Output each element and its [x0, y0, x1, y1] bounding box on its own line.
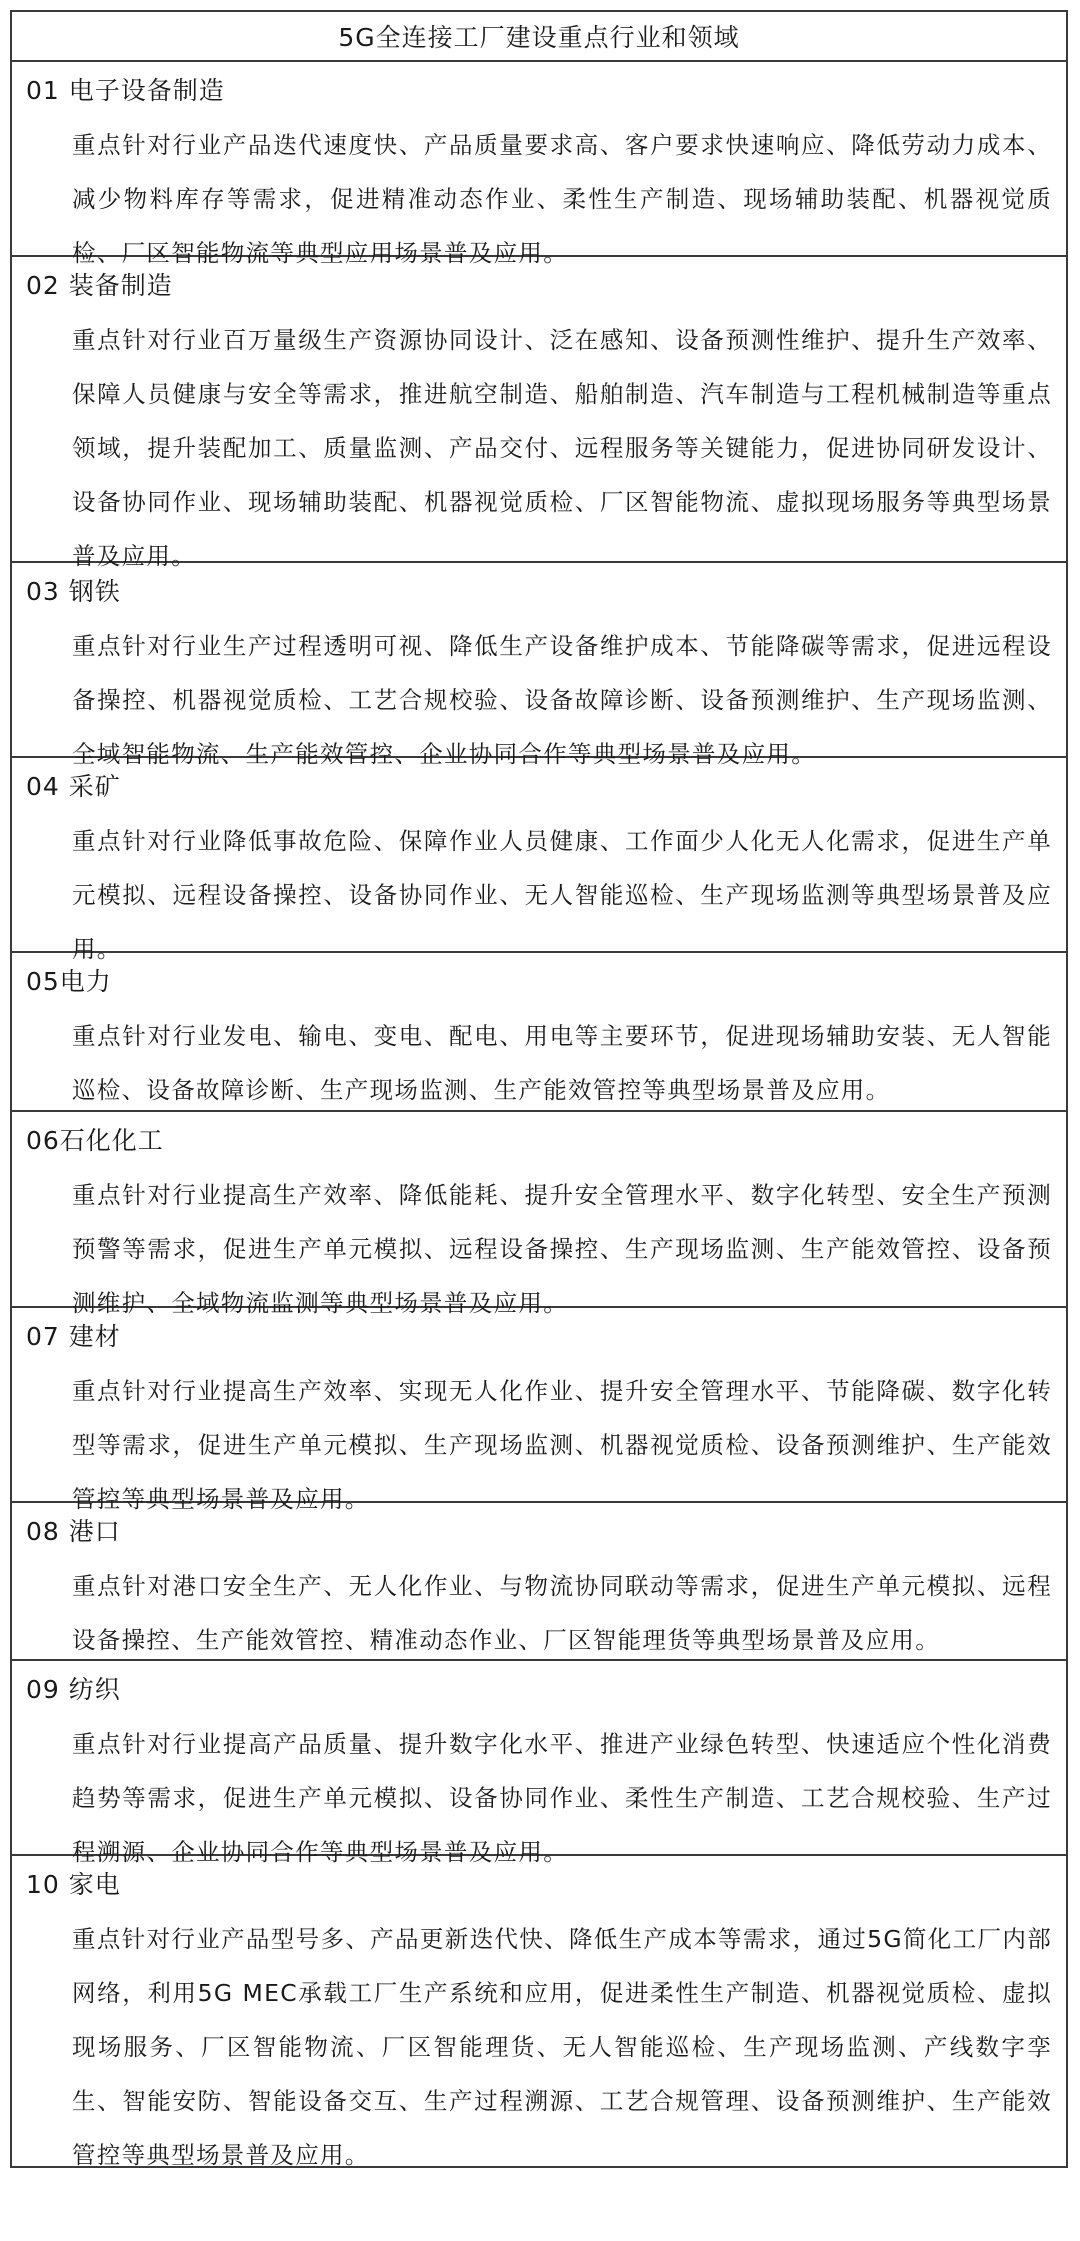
section-equipment: [12, 257, 1066, 570]
section-textile: [12, 1661, 1066, 1866]
section-body: 重点针对行业产品型号多、产品更新迭代快、降低生产成本等需求，通过5G简化工厂内部网络，利用5G MEC承载工厂生产系统和应用，促进柔性生产制造、机器视觉质检、虚拟现场服务、厂区智能物流、厂区智能理货、无人智能巡检、生产现场监测、产线数字孪生、智能安防、智能设备交互、生产过程溯源、工艺合规管理、设备预测维护、生产能效管控等典型场景普及应用。: [72, 1925, 1052, 2169]
section-body: 重点针对行业降低事故危险、保障作业人员健康、工作面少人化无人化需求，促进生产单元模拟、远程设备操控、设备协同作业、无人智能巡检、生产现场监测等典型场景普及应用。: [72, 827, 1052, 963]
section-heading: 05电力: [26, 967, 112, 996]
section-body: 重点针对行业提高生产效率、降低能耗、提升安全管理水平、数字化转型、安全生产预测预警等需求，促进生产单元模拟、远程设备操控、生产现场监测、生产能效管控、设备预测维护、全域物流监测等典型场景普及应用。: [72, 1181, 1052, 1317]
section-body: 重点针对行业提高生产效率、实现无人化作业、提升安全管理水平、节能降碳、数字化转型等需求，促进生产单元模拟、生产现场监测、机器视觉质检、设备预测维护、生产能效管控等典型场景普及应用。: [72, 1377, 1052, 1513]
section-heading: 04 采矿: [26, 772, 121, 801]
table-title: 5G全连接工厂建设重点行业和领域: [12, 12, 1066, 62]
section-body: 重点针对行业发电、输电、变电、配电、用电等主要环节，促进现场辅助安装、无人智能巡检、设备故障诊断、生产现场监测、生产能效管控等典型场景普及应用。: [72, 1022, 1052, 1104]
section-steel: [12, 563, 1066, 768]
section-port: [12, 1503, 1066, 1661]
section-power: [12, 953, 1066, 1112]
section-heading: 10 家电: [26, 1870, 121, 1899]
section-heading: 08 港口: [26, 1517, 121, 1546]
section-heading: 09 纺织: [26, 1675, 121, 1704]
section-heading: 03 钢铁: [26, 577, 121, 606]
section-body: 重点针对行业提高产品质量、提升数字化水平、推进产业绿色转型、快速适应个性化消费趋势等需求，促进生产单元模拟、设备协同作业、柔性生产制造、工艺合规校验、生产过程溯源、企业协同合作等典型场景普及应用。: [72, 1730, 1052, 1866]
section-mining: [12, 758, 1066, 963]
industry-table: [10, 10, 1068, 2168]
section-heading: 07 建材: [26, 1322, 121, 1351]
section-building-materials: [12, 1308, 1066, 1513]
section-heading: 01 电子设备制造: [26, 76, 225, 105]
section-body: 重点针对行业生产过程透明可视、降低生产设备维护成本、节能降碳等需求，促进远程设备操控、机器视觉质检、工艺合规校验、设备故障诊断、设备预测维护、生产现场监测、全域智能物流、生产能效管控、企业协同合作等典型场景普及应用。: [72, 632, 1052, 768]
section-heading: 06石化化工: [26, 1126, 164, 1155]
section-electronics: [12, 62, 1066, 267]
section-body: 重点针对港口安全生产、无人化作业、与物流协同联动等需求，促进生产单元模拟、远程设备操控、生产能效管控、精准动态作业、厂区智能理货等典型场景普及应用。: [72, 1572, 1052, 1654]
section-heading: 02 装备制造: [26, 271, 173, 300]
section-home-appliances: [12, 1856, 1066, 2169]
section-body: 重点针对行业百万量级生产资源协同设计、泛在感知、设备预测性维护、提升生产效率、保障人员健康与安全等需求，推进航空制造、船舶制造、汽车制造与工程机械制造等重点领域，提升装配加工、质量监测、产品交付、远程服务等关键能力，促进协同研发设计、设备协同作业、现场辅助装配、机器视觉质检、厂区智能物流、虚拟现场服务等典型场景普及应用。: [72, 326, 1052, 570]
section-body: 重点针对行业产品迭代速度快、产品质量要求高、客户要求快速响应、降低劳动力成本、减少物料库存等需求，促进精准动态作业、柔性生产制造、现场辅助装配、机器视觉质检、厂区智能物流等典型应用场景普及应用。: [72, 131, 1052, 267]
section-petrochemical: [12, 1112, 1066, 1317]
